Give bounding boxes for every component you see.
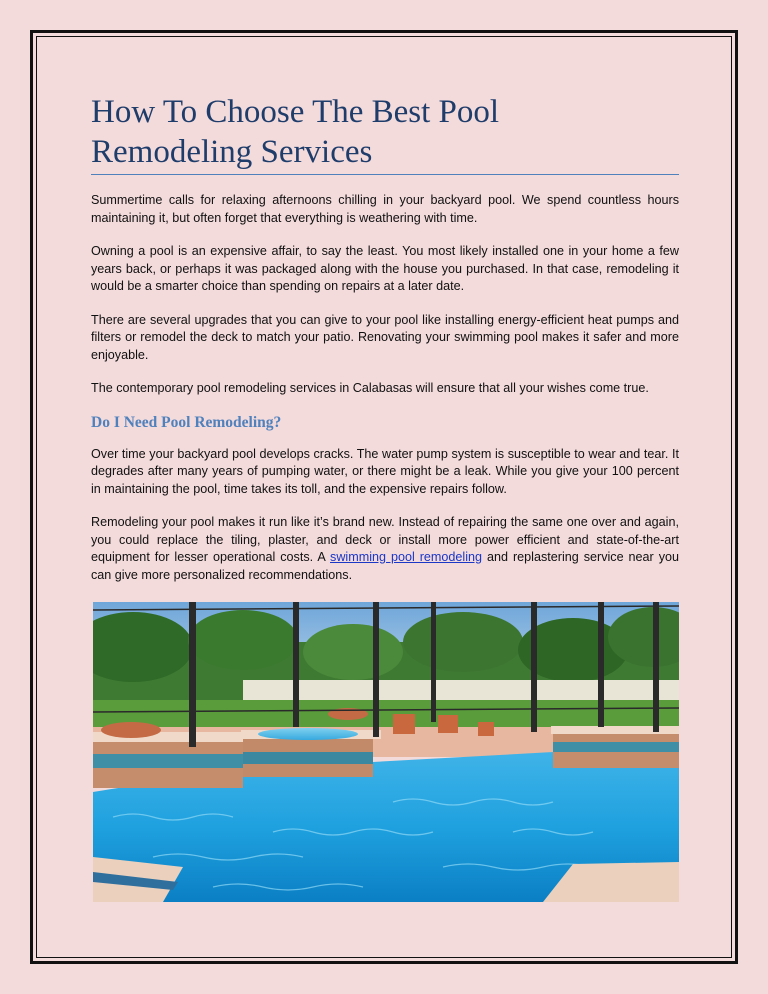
document-body xyxy=(91,92,679,600)
title-line-1: How To Choose The Best Pool xyxy=(91,94,500,130)
section-paragraph-2 xyxy=(91,514,679,584)
swimming-pool-remodeling-link[interactable]: swimming pool remodeling xyxy=(330,550,483,564)
section-paragraph-2-text-b: and replastering service near you can give more personalized recommendations. xyxy=(91,550,679,582)
section-paragraph-2-text-a: Remodeling your pool makes it run like it’s brand new. Instead of repairing the same one over and again, you could replace the tiling, plaster, and deck or install more power efficient and state-of-the-art equipment for lesser operational costs. A xyxy=(91,515,679,564)
title-underline xyxy=(91,174,679,175)
title-line-2: Remodeling Services xyxy=(91,134,373,170)
pool-photo xyxy=(93,602,679,902)
section-paragraph-1: Over time your backyard pool develops cracks. The water pump system is susceptible to wear and tear. It degrades after many years of pumping water, or there might be a leak. While you give your 100 percent in maintaining the pool, time takes its toll, and the expensive repairs follow. xyxy=(91,446,679,496)
intro-paragraph-3: There are several upgrades that you can give to your pool like installing energy-efficient heat pumps and filters or remodel the deck to match your patio. Renovating your swimming pool makes it safer and more enjoyable. xyxy=(91,312,679,362)
intro-paragraph-4: The contemporary pool remodeling services in Calabasas will ensure that all your wishes come true. xyxy=(91,381,649,395)
page-title xyxy=(91,92,679,172)
section-heading: Do I Need Pool Remodeling? xyxy=(91,413,282,431)
intro-paragraph-1: Summertime calls for relaxing afternoons chilling in your backyard pool. We spend countless hours maintaining it, but often forget that everything is weathering with time. xyxy=(91,193,679,225)
intro-paragraph-2: Owning a pool is an expensive affair, to say the least. You most likely installed one in your home a few years back, or perhaps it was packaged along with the house you purchased. In that case, remodeling it would be a smarter choice than spending on repairs at a later date. xyxy=(91,244,679,293)
